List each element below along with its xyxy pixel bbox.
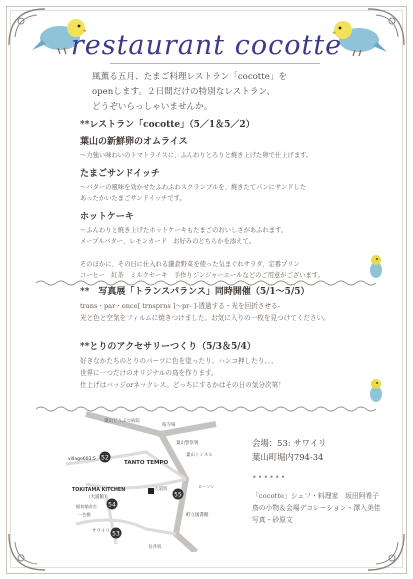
dot-separator: •••••• (252, 473, 287, 482)
map-label: village603.5 (68, 457, 96, 462)
intro-text (92, 70, 342, 115)
intro-line: 風薫る五月、たまご料理レストラン「cocotte」を (92, 72, 287, 82)
menu-item-desc: 〜バターの風味を効かせたふわふわスクランブルを、焼きたてパンにサンドした (80, 184, 307, 191)
menu-item-desc: 〜力強い味わいのトマトライスに、ふんわりとろりと焼き上げた卵で仕上げます。 (80, 152, 313, 159)
route-marker: 53 (112, 530, 120, 538)
menu-item-name: たまごサンドイッチ (80, 169, 160, 179)
map-label: ローソン (198, 484, 215, 489)
intro-line: どうぞいらっしゃいませんか。 (92, 102, 213, 112)
map-label: 町立図書館 (186, 513, 209, 518)
venue-info (252, 436, 327, 464)
credits (252, 490, 381, 526)
route-marker: 52 (101, 454, 109, 462)
page-title: restaurant cocotte (70, 30, 343, 61)
route-marker: 54 (108, 501, 116, 509)
workshop-section (80, 339, 380, 391)
exhibition-line: 光と色と空気をフィルムに焼きつけました。お気に入りの一枚を見つけてください。 (80, 314, 330, 322)
venue-name: 会場：53: サワイリ (252, 438, 327, 448)
restaurant-heading: **レストラン「cocotte」（5／1＆5／2） (80, 120, 255, 130)
credit-line: 「cocotte」シェフ・料理家 坂田阿希子 (252, 492, 380, 500)
map-label: 桜寺場 (162, 423, 176, 428)
map-label: サワイリ (92, 529, 110, 534)
menu-item-name: 葉山の新鮮卵のオムライス (80, 137, 188, 147)
intro-line: openします。２日間だけの特別なレストラン、 (92, 87, 275, 97)
workshop-line: 仕上げはバッジorネックレス。どっちにするかはその日の気分次第！ (80, 381, 285, 389)
venue-address: 葉山町堀内794-34 (252, 452, 324, 462)
menu-item-name: ホットケーキ (80, 212, 134, 222)
menu-note: コーヒー 紅茶 ミルクセーキ 手作りジンジャーエールなどのご用意がございます。 (80, 272, 324, 279)
map-label: 長井坂 (148, 545, 162, 550)
access-map (66, 404, 226, 552)
ornamental-divider (36, 272, 376, 280)
route-marker: 55 (174, 491, 182, 499)
map-label: 稲荷稲荷会 (76, 504, 97, 509)
corner-ornament-icon (366, 532, 406, 572)
map-label: （大道館） (86, 495, 109, 500)
exhibition-line: trans・par・ence[ trnsprns ]〜pr- ]-透過する・光を回折させる- (80, 302, 280, 310)
exhibition-section (80, 284, 380, 324)
workshop-heading: **とりのアクセサリーつくり（5/3＆5/4） (80, 342, 256, 352)
menu-note: そのほかに、その日に仕入れる鎌倉野菜を使った気まぐれサラダ、定番プリン (80, 261, 300, 268)
workshop-line: 好きなかたちのとりのパーツに色を塗ったり、ハンコ押したり、、、 (80, 357, 278, 365)
map-label: 葉山トンネル (186, 453, 213, 458)
restaurant-section (80, 117, 380, 281)
menu-item-desc: 〜ふんわりと焼き上げたホットケーキもたまごのおいしさがあふれます。 (80, 227, 288, 234)
map-label: 葉山警察署 (176, 441, 199, 446)
exhibition-heading: ** 写真展「トランスパランス」同時開催（5/1〜5/5） (80, 287, 310, 297)
credit-line: 鳥の小物＆会場デコレーション・澤入美佳 (252, 504, 381, 512)
title-underline (110, 63, 320, 64)
menu-item-desc: あったかいたまごサンドイッチです。 (80, 195, 186, 202)
map-label: TOKITAMA KITCHEN (72, 488, 126, 493)
menu-item-desc: メープルバター、レモンカード お好みのどちらかを添えて。 (80, 238, 255, 245)
map-label: TANTO TEMPO (124, 460, 169, 466)
workshop-line: 世界に一つだけのオリジナルの鳥を作ります。 (80, 369, 218, 377)
map-label: 大道坂 (154, 487, 168, 492)
corner-ornament-icon (7, 532, 47, 572)
credit-line: 写真・砂原文 (252, 516, 293, 524)
map-label: 葉山どうぶつ病院 (104, 419, 140, 424)
map-label: 一色橋 (78, 512, 91, 517)
